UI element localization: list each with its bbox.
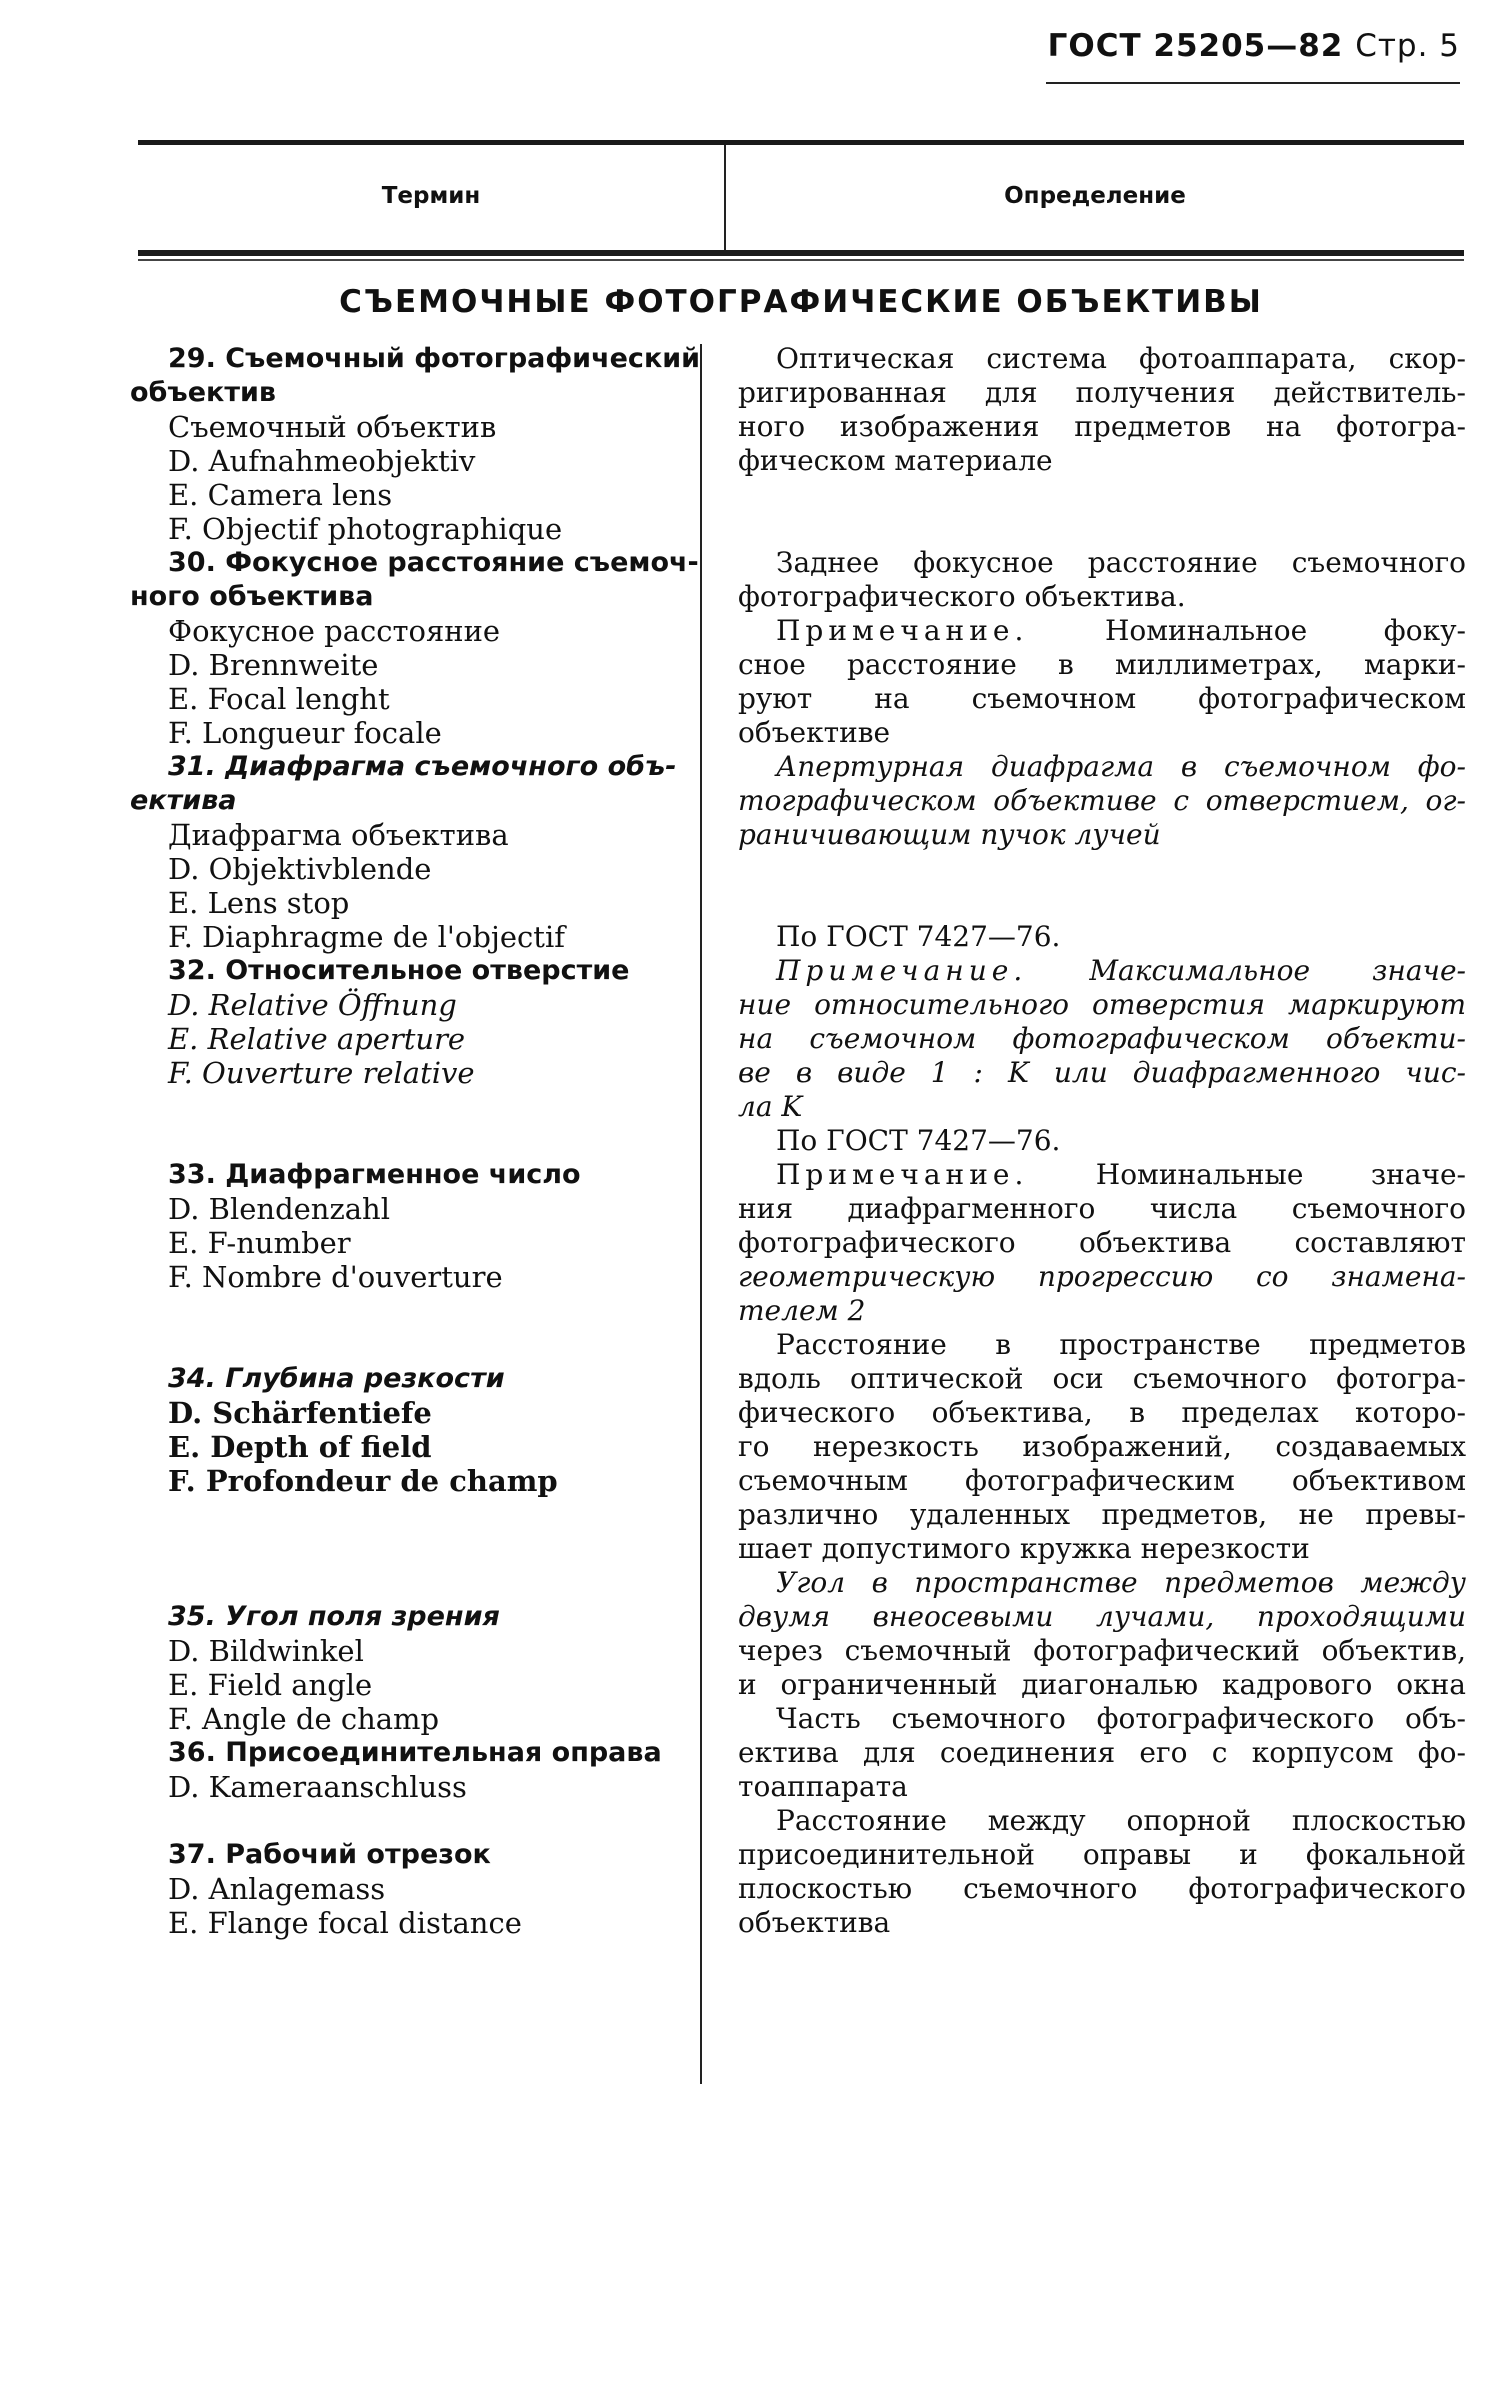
def-30-line-1: Заднее фокусное расстояние съемочного (776, 546, 1466, 579)
def-29-line-4: фическом материале (738, 444, 1053, 477)
def-34-line-4: го нерезкость изображений, создаваемых (738, 1430, 1466, 1463)
term-29-synonym: Съемочный объектив (168, 410, 497, 444)
term-30-german: D. Brennweite (168, 648, 379, 682)
def-30-note-label: Примечание. (776, 614, 1029, 647)
term-34-title: 34. Глубина резкости (168, 1363, 505, 1394)
term-30-synonym: Фокусное расстояние (168, 614, 501, 648)
term-30-title-2: ного объектива (130, 581, 374, 612)
term-32-german: D. Relative Öffnung (168, 988, 457, 1022)
term-34-english: E. Depth of field (168, 1430, 432, 1464)
def-30-note-line-1: Примечание. Номинальное фоку- (776, 614, 1466, 647)
term-36-title: 36. Присоединительная оправа (168, 1737, 662, 1768)
def-37-line-2: присоединительной оправы и фокальной (738, 1838, 1466, 1871)
def-32-note-line-3: на съемочном фотографическом объекти- (738, 1022, 1466, 1055)
def-31-line-1: Апертурная диафрагма в съемочном фо- (776, 750, 1466, 783)
def-33-note-line-1: Примечание. Номинальные значе- (776, 1158, 1466, 1191)
term-33-english: E. F-number (168, 1226, 351, 1260)
def-35-line-3: через съемочный фотографический объектив, (738, 1634, 1466, 1667)
term-31-german: D. Objektivblende (168, 852, 432, 886)
table-header-rule-thin (138, 259, 1464, 261)
def-30-note-line-2: сное расстояние в миллиметрах, марки- (738, 648, 1466, 681)
term-29-french: F. Objectif photographique (168, 512, 563, 546)
def-37-line-1: Расстояние между опорной плоскостью (776, 1804, 1466, 1837)
term-29-english: E. Camera lens (168, 478, 393, 512)
term-34-german: D. Schärfentiefe (168, 1396, 432, 1430)
def-34-line-3: фического объектива, в пределах которо- (738, 1396, 1466, 1429)
term-29-title-2: объектив (130, 377, 276, 408)
def-35-line-2: двумя внеосевыми лучами, проходящими (738, 1600, 1466, 1633)
column-header-definition: Определение (1004, 183, 1186, 209)
def-36-line-3: тоаппарата (738, 1770, 908, 1803)
term-32-french: F. Ouverture relative (168, 1056, 475, 1090)
term-37-german: D. Anlagemass (168, 1872, 386, 1906)
def-32-note-label: Примечание. (776, 954, 1028, 987)
def-34-line-1: Расстояние в пространстве предметов (776, 1328, 1466, 1361)
header-rule (1046, 82, 1460, 84)
column-divider-body (700, 344, 702, 2084)
def-33-note-line-3: фотографического объектива составляют (738, 1226, 1466, 1259)
section-title: СЪЕМОЧНЫЕ ФОТОГРАФИЧЕСКИЕ ОБЪЕКТИВЫ (339, 284, 1263, 320)
term-30-english: E. Focal lenght (168, 682, 390, 716)
term-34-french: F. Profondeur de champ (168, 1464, 558, 1498)
def-36-line-1: Часть съемочного фотографического объ- (776, 1702, 1466, 1735)
def-33-note-line-4: геометрическую прогрессию со знамена- (738, 1260, 1466, 1293)
term-29-title-1: 29. Съемочный фотографический (168, 343, 701, 374)
def-31-line-3: раничивающим пучок лучей (738, 818, 1161, 851)
def-29-line-3: ного изображения предметов на фотогра- (738, 410, 1466, 443)
def-34-line-2: вдоль оптической оси съемочного фотогра- (738, 1362, 1466, 1395)
table-top-rule (138, 140, 1464, 145)
standard-number: ГОСТ 25205—82 (1047, 28, 1344, 64)
def-33-line-1: По ГОСТ 7427—76. (776, 1124, 1061, 1157)
definitions-column (738, 342, 1466, 1940)
running-head (1040, 28, 1460, 64)
term-31-title-1: 31. Диафрагма съемочного объ- (168, 751, 677, 782)
term-33-german: D. Blendenzahl (168, 1192, 391, 1226)
term-30-french: F. Longueur focale (168, 716, 442, 750)
def-30-note-line-3: руют на съемочном фотографическом (738, 682, 1466, 715)
terms-column (130, 342, 700, 1940)
term-35-german: D. Bildwinkel (168, 1634, 364, 1668)
term-37-english: E. Flange focal distance (168, 1906, 522, 1940)
page-number: Стр. 5 (1355, 28, 1460, 64)
def-34-line-7: шает допустимого кружка нерезкости (738, 1532, 1310, 1565)
term-35-title: 35. Угол поля зрения (168, 1601, 500, 1632)
def-29-line-2: ригированная для получения действитель- (738, 376, 1466, 409)
def-29-line-1: Оптическая система фотоаппарата, скор- (776, 342, 1466, 375)
term-32-title: 32. Относительное отверстие (168, 955, 630, 986)
def-30-note-line-4: объективе (738, 716, 891, 749)
term-36-german: D. Kameraanschluss (168, 1770, 467, 1804)
def-35-line-1: Угол в пространстве предметов между (776, 1566, 1466, 1599)
term-35-english: E. Field angle (168, 1668, 373, 1702)
term-31-french: F. Diaphragme de l'objectif (168, 920, 565, 954)
term-33-title: 33. Диафрагменное число (168, 1159, 581, 1190)
def-34-line-6: различно удаленных предметов, не превы- (738, 1498, 1466, 1531)
def-32-line-1: По ГОСТ 7427—76. (776, 920, 1061, 953)
table-header-rule (138, 250, 1464, 256)
term-32-english: E. Relative aperture (168, 1022, 466, 1056)
def-32-note-line-2: ние относительного отверстия маркируют (738, 988, 1466, 1021)
term-30-title-1: 30. Фокусное расстояние съемоч- (168, 547, 699, 578)
term-37-title: 37. Рабочий отрезок (168, 1839, 491, 1870)
term-31-title-2: ектива (130, 785, 237, 816)
def-32-note-line-5: ла K (738, 1090, 803, 1123)
def-34-line-5: съемочным фотографическим объективом (738, 1464, 1466, 1497)
column-header-term: Термин (381, 183, 481, 209)
def-32-note-line-1: Примечание. Максимальное значе- (776, 954, 1466, 987)
term-35-french: F. Angle de champ (168, 1702, 440, 1736)
term-33-french: F. Nombre d'ouverture (168, 1260, 503, 1294)
def-33-note-line-2: ния диафрагменного числа съемочного (738, 1192, 1466, 1225)
def-33-note-label: Примечание. (776, 1158, 1029, 1191)
def-31-line-2: тографическом объективе с отверстием, ог- (738, 784, 1466, 817)
def-30-line-2: фотографического объектива. (738, 580, 1186, 613)
term-31-synonym: Диафрагма объектива (168, 818, 509, 852)
term-29-german: D. Aufnahmeobjektiv (168, 444, 476, 478)
def-37-line-4: объектива (738, 1906, 891, 1939)
def-36-line-2: ектива для соединения его с корпусом фо- (738, 1736, 1466, 1769)
term-31-english: E. Lens stop (168, 886, 350, 920)
def-33-note-line-5: телем 2 (738, 1294, 866, 1327)
def-37-line-3: плоскостью съемочного фотографического (738, 1872, 1466, 1905)
def-32-note-line-4: ве в виде 1 : K или диафрагменного чис- (738, 1056, 1466, 1089)
def-35-line-4: и ограниченный диагональю кадрового окна (738, 1668, 1466, 1701)
